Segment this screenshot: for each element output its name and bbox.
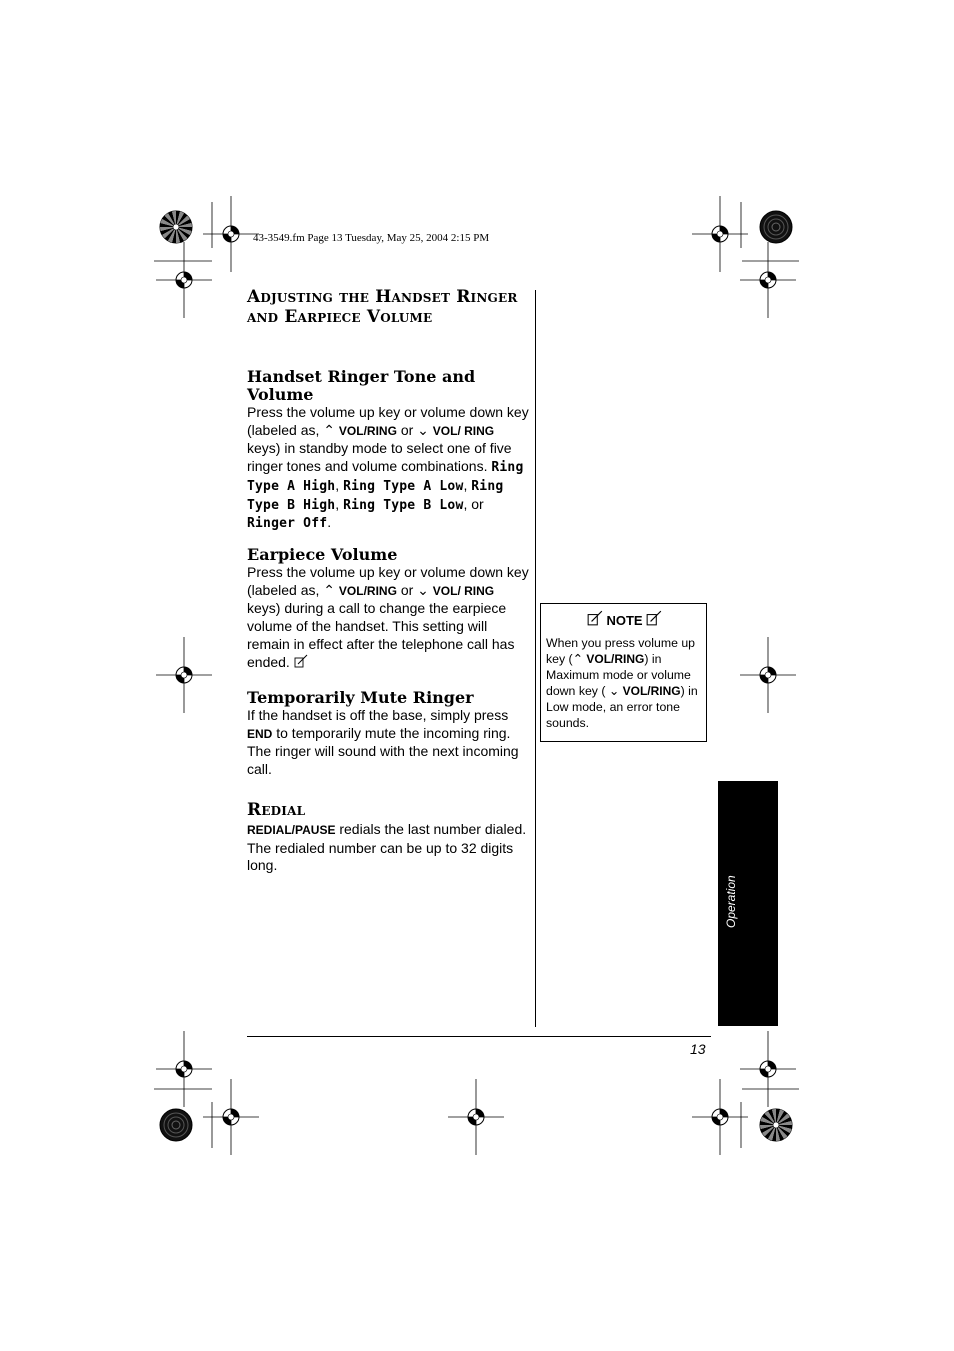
pen-check-icon — [294, 654, 308, 668]
mute-text-2: to temporarily mute the incoming ring. The ringer will sound with the next incoming call. — [247, 724, 519, 778]
sep: . — [327, 514, 332, 531]
mute-text-1: If the handset is off the base, simply press — [247, 707, 509, 723]
caret-up-icon: ⌃ — [323, 581, 336, 598]
vol-ring-down-key: VOL/ RING — [432, 583, 495, 598]
caret-up-icon: ⌃ — [572, 652, 587, 666]
note-title-text: NOTE — [606, 613, 643, 628]
ringer-heading: Handset Ringer Tone and Volume — [247, 367, 476, 404]
ringer-option: Ringer Off — [247, 516, 328, 532]
file-info-header: 43-3549.fm Page 13 Tuesday, May 25, 2004 2:15 PM — [253, 232, 490, 244]
earpiece-heading: Earpiece Volume — [247, 545, 398, 564]
caret-down-icon: ⌄ — [605, 684, 623, 698]
or-text: or — [400, 421, 414, 438]
section-mute — [247, 689, 529, 779]
vol-ring-up-key: VOL/RING — [586, 652, 645, 666]
ringer-option: Ring Type B Low — [343, 497, 464, 513]
page-number: 13 — [690, 1041, 706, 1057]
note-box — [540, 603, 707, 742]
redial-text — [247, 821, 529, 875]
ringer-text — [247, 404, 529, 533]
section-redial — [247, 800, 529, 875]
sep: , — [463, 476, 468, 493]
ringer-text-2: keys) in standby mode to select one of five ringer tones and volume combinations. — [247, 440, 512, 475]
earpiece-text-1: Press the volume up key or volume down key (labeled as, — [247, 564, 529, 598]
earpiece-text-2: keys) during a call to change the earpiece volume of the handset. This setting will remain in effect after the telephone call has ended. — [247, 600, 515, 670]
redial-heading: Redial — [247, 800, 306, 820]
main-title: Adjusting the Handset Ringer and Earpiece Volume — [247, 287, 518, 327]
sep: , or — [463, 495, 484, 512]
ringer-option: Ring Type B High — [247, 478, 504, 513]
sep: , — [335, 476, 340, 493]
redial-text-body: redials the last number dialed. The redialed number can be up to 32 digits long. — [247, 821, 527, 874]
ringer-text-1: Press the volume up key or volume down key (labeled as, — [247, 404, 529, 438]
vol-ring-up-key: VOL/RING — [338, 423, 397, 438]
vol-ring-down-key: VOL/RING — [622, 684, 681, 698]
mute-text — [247, 707, 529, 779]
section-earpiece — [247, 546, 529, 671]
note-title — [541, 610, 708, 628]
mute-heading: Temporarily Mute Ringer — [247, 688, 474, 707]
earpiece-text — [247, 564, 529, 671]
ringer-option: Ring Type A Low — [343, 478, 464, 494]
section-ringer — [247, 368, 529, 533]
caret-up-icon: ⌃ — [323, 421, 336, 438]
sep: , — [335, 495, 340, 512]
caret-down-icon: ⌄ — [417, 421, 429, 438]
redial-pause-key: REDIAL/PAUSE — [247, 823, 336, 837]
note-text-2: ) in Maximum mode or volume down key ( — [546, 652, 691, 698]
pen-check-icon — [646, 610, 662, 626]
note-text-3: ) in Low mode, an error tone sounds. — [546, 684, 698, 730]
caret-down-icon: ⌄ — [417, 581, 429, 598]
column-divider — [535, 290, 536, 1027]
end-key: END — [247, 726, 273, 741]
note-text — [546, 635, 704, 731]
footer-rule — [247, 1036, 711, 1037]
note-text-1: When you press volume up key ( — [546, 636, 696, 666]
pen-check-icon — [587, 610, 603, 626]
section-tab-label: Operation — [724, 875, 738, 928]
vol-ring-up-key: VOL/RING — [338, 583, 397, 598]
or-text: or — [400, 581, 414, 598]
ringer-option: Ring Type A High — [247, 460, 524, 494]
vol-ring-down-key: VOL/ RING — [432, 423, 495, 438]
